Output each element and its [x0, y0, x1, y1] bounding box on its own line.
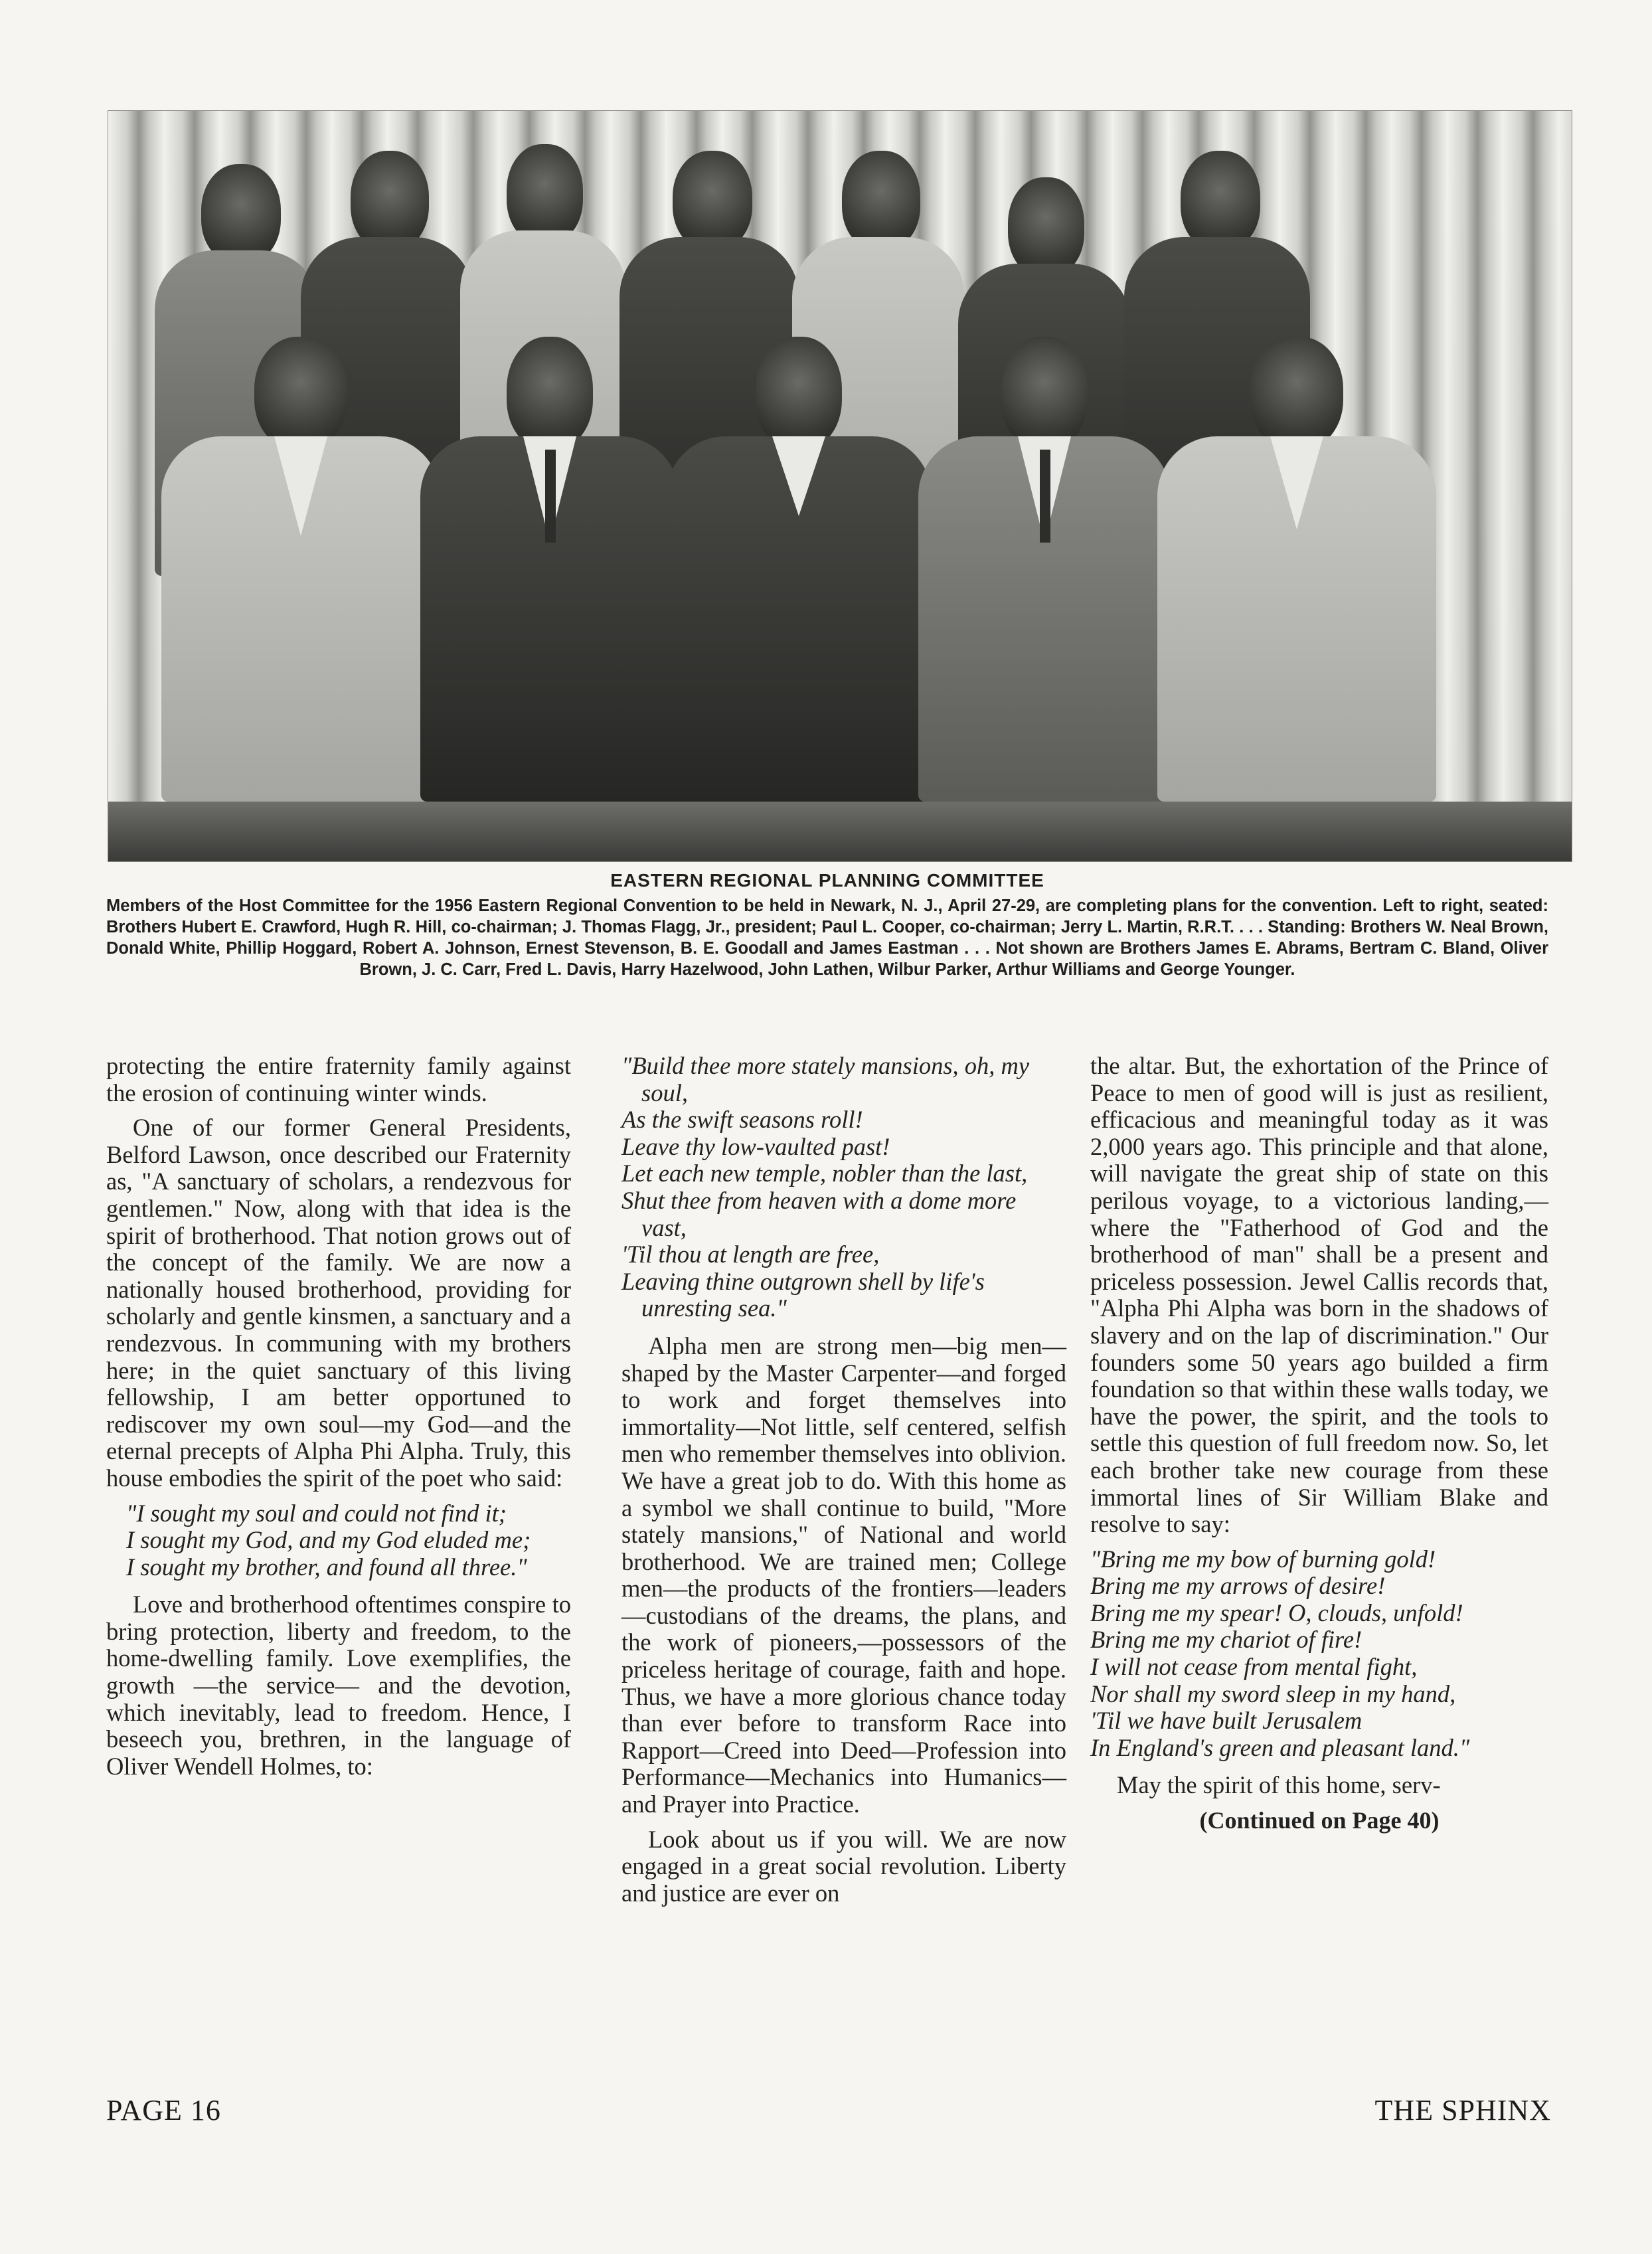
paragraph: protecting the entire fraternity family against the erosion of continuing winter winds. [106, 1052, 571, 1106]
paragraph: May the spirit of this home, serv- [1117, 1771, 1441, 1799]
verse-line: 'Til thou at length are free, [621, 1241, 880, 1268]
verse-line: 'Til we have built Jerusalem [1090, 1707, 1363, 1735]
poem-blake-jerusalem [1090, 1546, 1548, 1762]
verse-line: I sought my brother, and found all three." [126, 1553, 527, 1581]
verse-line: "Bring me my bow of burning gold! [1090, 1545, 1436, 1573]
seated-man-2 [420, 337, 679, 802]
paragraph: One of our former General Presidents, Belford Lawson, once described our Fraternity as, "A sanctuary of scholars, a rendezvous for gentlemen." Now, along with that idea is the spirit of brotherhood. That notion grows out of the concept of the family. We are now a nationally housed brotherhood, providing for scholarly and gentle kinsmen, a sanctuary and a rendezvous. In communing with my brothers here; in the quiet sanctuary of this living fellowship, I am better opportuned to rediscover my own soul—my God—and the eternal precepts of Alpha Phi Alpha. Truly, this house embodies the spirit of the poet who said: [106, 1114, 571, 1492]
paragraph: Look about us if you will. We are now engaged in a great social revolution. Liberty and justice are ever on [621, 1825, 1066, 1907]
verse-line: In England's green and pleasant land." [1090, 1733, 1470, 1761]
seated-man-5 [1157, 337, 1436, 802]
paragraph: Alpha men are strong men—big men—shaped by the Master Carpenter—and forged to work and forget themselves into immortality—Not little, self centered, selfish men who remember themselves into oblivion. We have a great job to do. With this home as a symbol we shall continue to build, "More stately mansions," of National and world brotherhood. We are trained men; College men—the products of the frontiers—leaders—custodians of the dreams, the plans, and the work of pioneers,—possessors of the priceless heritage of courage, faith and hope. Thus, we have a more glorious chance today than ever before to transform Race into Rapport—Creed into Deed—Profession into Performance—Mechanics into Humanics—and Prayer into Practice. [621, 1332, 1066, 1818]
verse-line: As the swift seasons roll! [621, 1106, 863, 1134]
verse-line: Leaving thine outgrown shell by life's unresting sea." [621, 1267, 985, 1322]
verse-line: "I sought my soul and could not find it; [126, 1499, 507, 1527]
seated-man-3 [666, 337, 932, 802]
verse-line: "Build thee more stately mansions, oh, my soul, [621, 1052, 1030, 1106]
photo-caption [106, 870, 1548, 980]
column-3 [1090, 1053, 1548, 1834]
continued-notice: (Continued on Page 40) [1199, 1807, 1440, 1834]
publication-name: THE SPHINX [1374, 2094, 1551, 2126]
caption-title: EASTERN REGIONAL PLANNING COMMITTEE [610, 870, 1044, 891]
verse-line: Bring me my spear! O, clouds, unfold! [1090, 1599, 1463, 1626]
verse-line: Bring me my arrows of desire! [1090, 1572, 1386, 1600]
column-1 [106, 1053, 571, 1788]
verse-line: Bring me my chariot of fire! [1090, 1626, 1363, 1654]
verse-line: Leave thy low-vaulted past! [621, 1132, 890, 1160]
caption-body: Members of the Host Committee for the 1956 Eastern Regional Convention to be held in Newark, N. J., April 27-29, are completing plans for the convention. Left to right, seated: Brothers Hubert E. Crawford, Hugh R. Hill, co-chairman; J. Thomas Flagg, Jr., president; Paul L. Cooper, co-chairman; Jerry L. Martin, R.R.T. . . . Standing: Brothers W. Neal Brown, Donald White, Phillip Hoggard, Robert A. Johnson, Ernest Stevenson, B. E. Goodall and James Eastman . . . Not shown are Brothers James E. Abrams, Bertram C. Bland, Oliver Brown, J. C. Carr, Fred L. Davis, Harry Hazelwood, John Lathen, Wilbur Parker, Arthur Williams and George Younger. [106, 897, 1548, 979]
seated-man-1 [161, 337, 440, 802]
paragraph: the altar. But, the exhortation of the Prince of Peace to men of good will is just as resilient, efficacious and meaningful today as it was 2,000 years ago. This principle and that alone, will navigate the great ship of state on this perilous voyage, to a victorious landing,—where the "Fatherhood of God and the brotherhood of man" shall be a present and priceless possession. Jewel Callis records that, "Alpha Phi Alpha was born in the shadows of slavery and on the lap of discrimination." Our founders some 50 years ago builded a firm foundation so that within these walls today, we have the power, the spirit, and the tools to settle this question of full freedom now. So, let each brother take new courage from these immortal lines of Sir William Blake and resolve to say: [1090, 1052, 1548, 1538]
verse-line: Nor shall my sword sleep in my hand, [1090, 1680, 1456, 1707]
verse-line: I will not cease from mental fight, [1090, 1653, 1418, 1681]
poem-holmes-lines [106, 1500, 571, 1581]
page-number: PAGE 16 [106, 2094, 221, 2126]
verse-line: I sought my God, and my God eluded me; [126, 1526, 531, 1554]
poem-chambered-nautilus [621, 1053, 1066, 1322]
seated-man-4 [918, 337, 1171, 802]
verse-line: Let each new temple, nobler than the last, [621, 1160, 1028, 1187]
verse-line: Shut thee from heaven with a dome more vast, [621, 1186, 1017, 1241]
paragraph: Love and brotherhood oftentimes conspire to bring protection, liberty and freedom, to the home-dwelling family. Love exemplifies, the growth —the service— and the devotion, which inevitably, lead to freedom. Hence, I beseech you, brethren, in the language of Oliver Wendell Holmes, to: [106, 1591, 571, 1780]
committee-photo [108, 110, 1572, 862]
floor [108, 802, 1572, 861]
column-2 [621, 1053, 1066, 1915]
